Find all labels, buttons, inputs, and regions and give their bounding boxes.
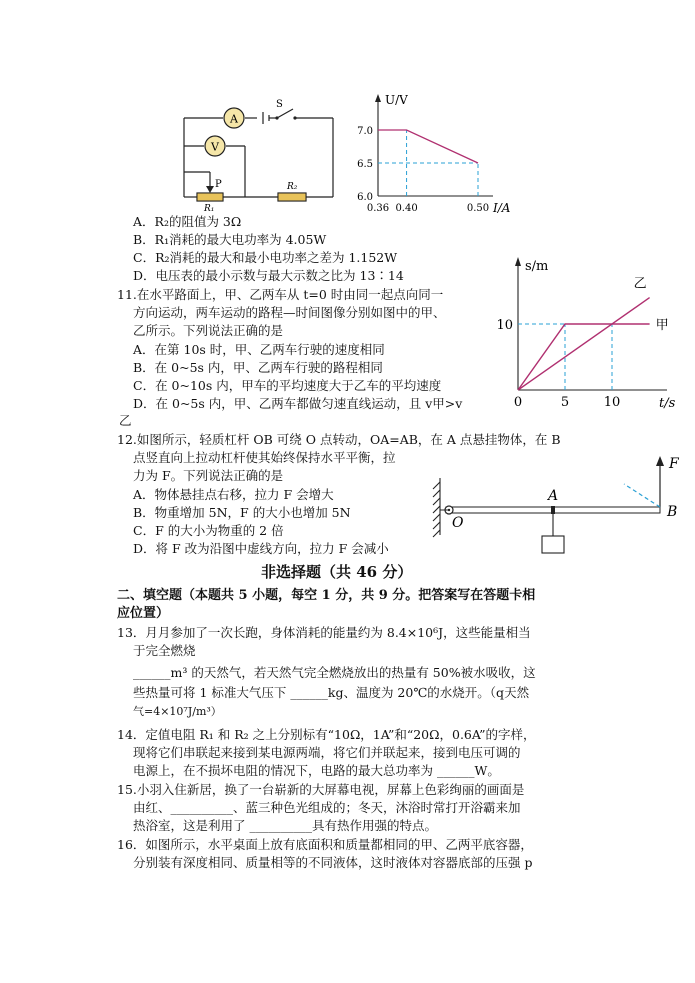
slider-label: P	[215, 179, 222, 190]
q13-line-2: 于完全燃烧	[133, 643, 196, 658]
y-axis-arrow	[515, 257, 521, 266]
q11-option-a: A．在第 10s 时，甲、乙两车行驶的速度相同	[133, 342, 385, 357]
q16-line-2: 分别装有深度相同、质量相等的不同液体，这时液体对容器底部的压强 p	[133, 855, 533, 870]
x-tick-label: 0.36	[366, 203, 390, 214]
q11-option-d: D．在 0~5s 内，甲、乙两车都做匀速直线运动，且 v甲>v	[133, 396, 463, 411]
switch-label: S	[276, 99, 283, 110]
q14-line-1: 14．定值电阻 R₁ 和 R₂ 之上分别标有“10Ω，1A”和“20Ω，0.6A”的字样，	[117, 727, 536, 742]
s-t-graph	[495, 250, 675, 410]
lever-label-b: B	[667, 504, 678, 520]
q12-option-b: B．物重增加 5N，F 的大小也增加 5N	[133, 505, 351, 520]
q16-line-1: 16．如图所示，水平桌面上放有底面积和质量都相同的甲、乙两平底容器，	[117, 837, 533, 852]
lever-label-o: O	[452, 515, 464, 531]
q11-option-c: C．在 0~10s 内，甲车的平均速度大于乙车的平均速度	[133, 378, 442, 393]
q13-line-5: 气=4×10⁷J/m³）	[133, 705, 222, 718]
x-tick-label: 10	[603, 395, 621, 410]
series-line-jia	[518, 324, 650, 390]
q11-line-1: 11.在水平路面上，甲、乙两车从 t=0 时由同一起点向同一	[117, 287, 444, 302]
ammeter-label: A	[230, 112, 238, 126]
x-tick-label: 0.40	[395, 203, 418, 214]
y-tick-label: 10	[496, 318, 513, 333]
x-tick-label: 0	[513, 395, 523, 410]
y-axis-arrow	[375, 94, 381, 102]
q15-line-1: 15.小羽入住新居，换了一台崭新的大屏幕电视，屏幕上色彩绚丽的画面是	[117, 782, 525, 797]
y-tick-label: 6.5	[357, 159, 373, 170]
q12-option-a: A．物体悬挂点右移，拉力 F 会增大	[133, 487, 334, 502]
y-axis-label: s/m	[525, 259, 549, 274]
series-line-yi	[518, 298, 650, 390]
q13-line-1: 13．月月参加了一次长跑，身体消耗的能量约为 8.4×10⁶J，这些能量相当	[117, 625, 531, 640]
lever-label-f: F	[669, 456, 679, 472]
q11-option-d-tail: 乙	[119, 413, 132, 428]
voltmeter-label: V	[211, 140, 219, 154]
q14-line-3: 电源上，在不损坏电阻的情况下，电路的最大总功率为 ______W。	[133, 763, 500, 778]
lever-diagram	[432, 450, 687, 560]
q11-option-b: B．在 0~5s 内，甲、乙两车行驶的路程相同	[133, 360, 383, 375]
x-tick-label: 0.50	[466, 203, 490, 214]
q12-line-1: 12.如图所示，轻质杠杆 OB 可绕 O 点转动，OA=AB，在 A 点悬挂物体，在 B	[117, 432, 561, 447]
lever-label-a: A	[548, 488, 559, 504]
y-tick-label: 6.0	[357, 192, 373, 203]
r1-label: R₁	[204, 204, 215, 214]
section2-heading-line-1: 二、填空题（本题共 5 小题，每空 1 分，共 9 分。把答案写在答题卡相	[117, 588, 536, 603]
q10-option-d: D．电压表的最小示数与最大示数之比为 13∶14	[133, 268, 404, 283]
q11-line-2: 方向运动，两车运动的路程—时间图像分别如图中的甲、	[133, 305, 446, 320]
u-i-graph	[345, 90, 515, 215]
circuit-diagram	[175, 98, 335, 214]
q12-line-2: 点竖直向上拉动杠杆使其始终保持水平平衡，拉	[133, 450, 396, 465]
q10-option-b: B．R₁消耗的最大电功率为 4.05W	[133, 232, 327, 247]
q14-line-2: 现将它们串联起来接到某电源两端，将它们并联起来，接到电压可调的	[133, 745, 521, 760]
series-label-yi: 乙	[633, 276, 647, 292]
q12-option-c: C．F 的大小为物重的 2 倍	[133, 523, 284, 538]
section-title: 非选择题（共 46 分）	[261, 563, 413, 581]
q10-option-a: A．R₂的阻值为 3Ω	[133, 214, 242, 229]
section2-heading-line-2: 应位置）	[117, 606, 170, 621]
x-tick-label: 5	[560, 395, 570, 410]
q13-line-3: ______m³ 的天然气，若天然气完全燃烧放出的热量有 50%被水吸收，这	[133, 665, 536, 680]
q12-option-d: D．将 F 改为沿图中虚线方向，拉力 F 会减小	[133, 541, 389, 556]
series-label-jia: 甲	[655, 318, 669, 333]
q15-line-3: 热浴室，这是利用了 __________具有热作用强的特点。	[133, 818, 437, 833]
q13-line-4: 些热量可将 1 标准大气压下 ______kg、温度为 20℃的水烧开。（q天然	[133, 685, 530, 700]
q10-option-c: C．R₂消耗的最大和最小电功率之差为 1.152W	[133, 250, 398, 265]
r2-label: R₂	[287, 182, 298, 192]
q15-line-2: 由红、__________、蓝三种色光组成的；冬天，沐浴时常打开浴霸来加	[133, 800, 521, 815]
x-axis-label: t/s	[659, 396, 676, 411]
y-axis-label: U/V	[385, 93, 408, 107]
u-i-line	[378, 130, 478, 163]
q12-line-3: 力为 F。下列说法正确的是	[133, 468, 284, 483]
x-axis-label: I/A	[493, 201, 511, 215]
y-tick-label: 7.0	[357, 126, 373, 137]
q11-line-3: 乙所示。下列说法正确的是	[133, 323, 284, 338]
